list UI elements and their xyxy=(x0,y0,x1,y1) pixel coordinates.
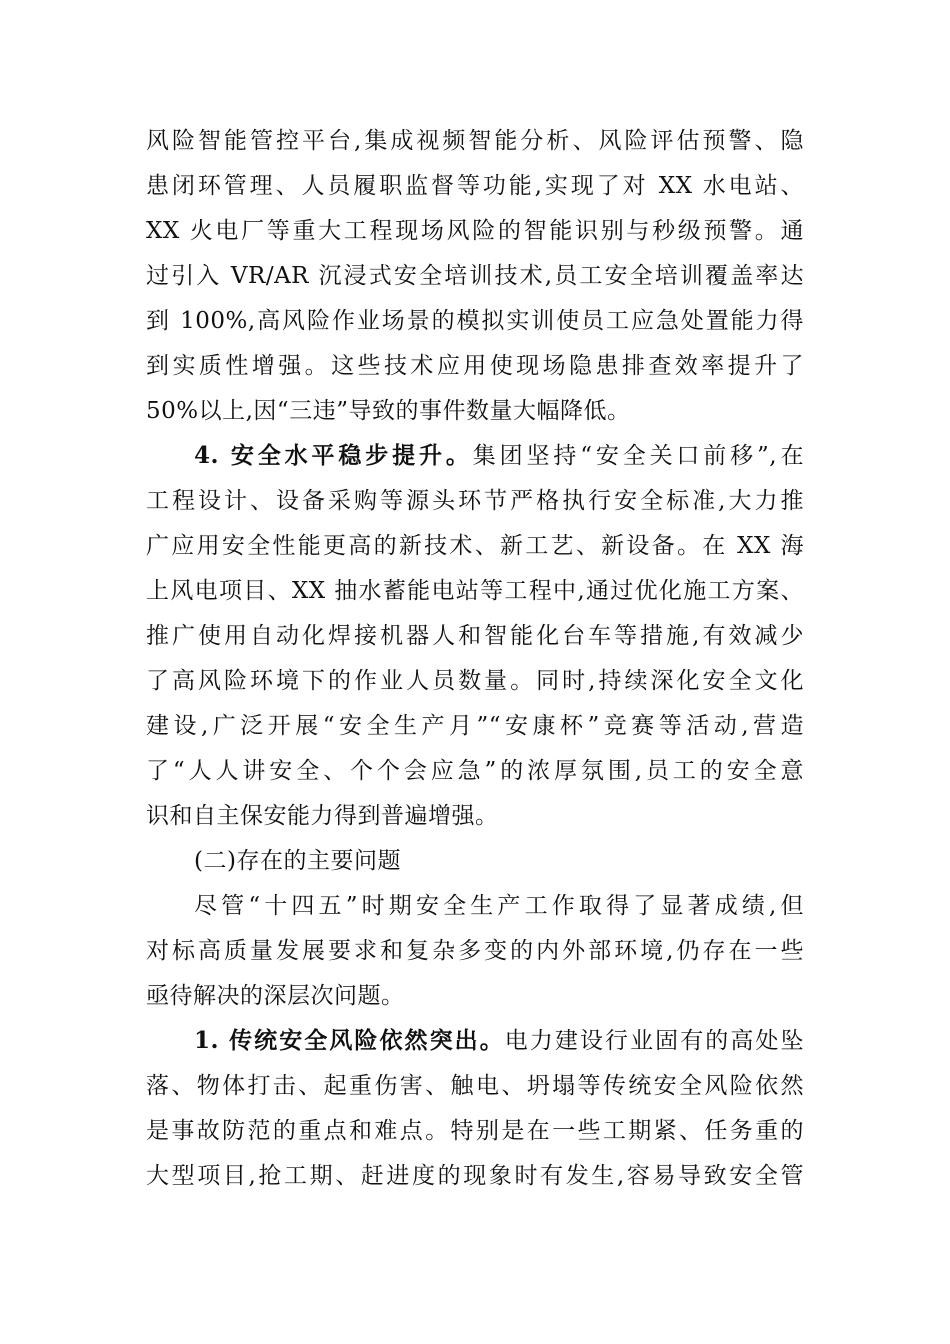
text-line: 落、物体打击、起重伤害、触电、坍塌等传统安全风险依然 xyxy=(146,1073,804,1099)
paragraph-tech-application xyxy=(146,124,804,439)
text-line: 是事故防范的重点和难点。特别是在一些工期紧、任务重的 xyxy=(146,1118,804,1144)
subsection-title: (二)存在的主要问题 xyxy=(194,848,401,874)
document-page xyxy=(146,124,804,1204)
text-line: 广应用安全性能更高的新技术、新工艺、新设备。在 XX 海 xyxy=(146,533,804,559)
section-4-text: 集团坚持“安全关口前移”,在 xyxy=(472,443,804,469)
text-line: 50%以上,因“三违”导致的事件数量大幅降低。 xyxy=(146,398,631,424)
section-4-heading: 4. 安全水平稳步提升。 xyxy=(194,442,473,469)
paragraph-intro xyxy=(146,889,804,1024)
text-line: 患闭环管理、人员履职监督等功能,实现了对 XX 水电站、 xyxy=(146,173,804,199)
text-line: 到 100%,高风险作业场景的模拟实训使员工应急处置能力得 xyxy=(146,308,804,334)
text-line: 了高风险环境下的作业人员数量。同时,持续深化安全文化 xyxy=(146,668,804,694)
text-line: 尽管“十四五”时期安全生产工作取得了显著成绩,但 xyxy=(194,893,804,919)
paragraph-section-1 xyxy=(146,1024,804,1204)
text-line: 到实质性增强。这些技术应用使现场隐患排查效率提升了 xyxy=(146,353,804,379)
text-line: 建设,广泛开展“安全生产月”“安康杯”竞赛等活动,营造 xyxy=(146,713,804,739)
text-line: XX 火电厂等重大工程现场风险的智能识别与秒级预警。通 xyxy=(146,218,804,244)
section-1-text: 电力建设行业固有的高处坠 xyxy=(504,1028,804,1054)
text-line: 对标高质量发展要求和复杂多变的内外部环境,仍存在一些 xyxy=(146,938,804,964)
paragraph-section-4 xyxy=(146,439,804,844)
text-line: 大型项目,抢工期、赶进度的现象时有发生,容易导致安全管 xyxy=(146,1163,804,1189)
text-line: 了“人人讲安全、个个会应急”的浓厚氛围,员工的安全意 xyxy=(146,758,804,784)
text-line: 过引入 VR/AR 沉浸式安全培训技术,员工安全培训覆盖率达 xyxy=(146,263,804,289)
text-line: 风险智能管控平台,集成视频智能分析、风险评估预警、隐 xyxy=(146,128,804,154)
text-line: 推广使用自动化焊接机器人和智能化台车等措施,有效减少 xyxy=(146,623,804,649)
section-1-first-line xyxy=(146,1024,804,1069)
text-line: 工程设计、设备采购等源头环节严格执行安全标准,大力推 xyxy=(146,488,804,514)
text-line: 识和自主保安能力得到普遍增强。 xyxy=(146,803,499,829)
text-line: 上风电项目、XX 抽水蓄能电站等工程中,通过优化施工方案、 xyxy=(146,578,804,604)
section-1-heading: 1. 传统安全风险依然突出。 xyxy=(194,1027,505,1054)
text-line: 亟待解决的深层次问题。 xyxy=(146,983,405,1009)
section-4-first-line xyxy=(146,439,804,484)
